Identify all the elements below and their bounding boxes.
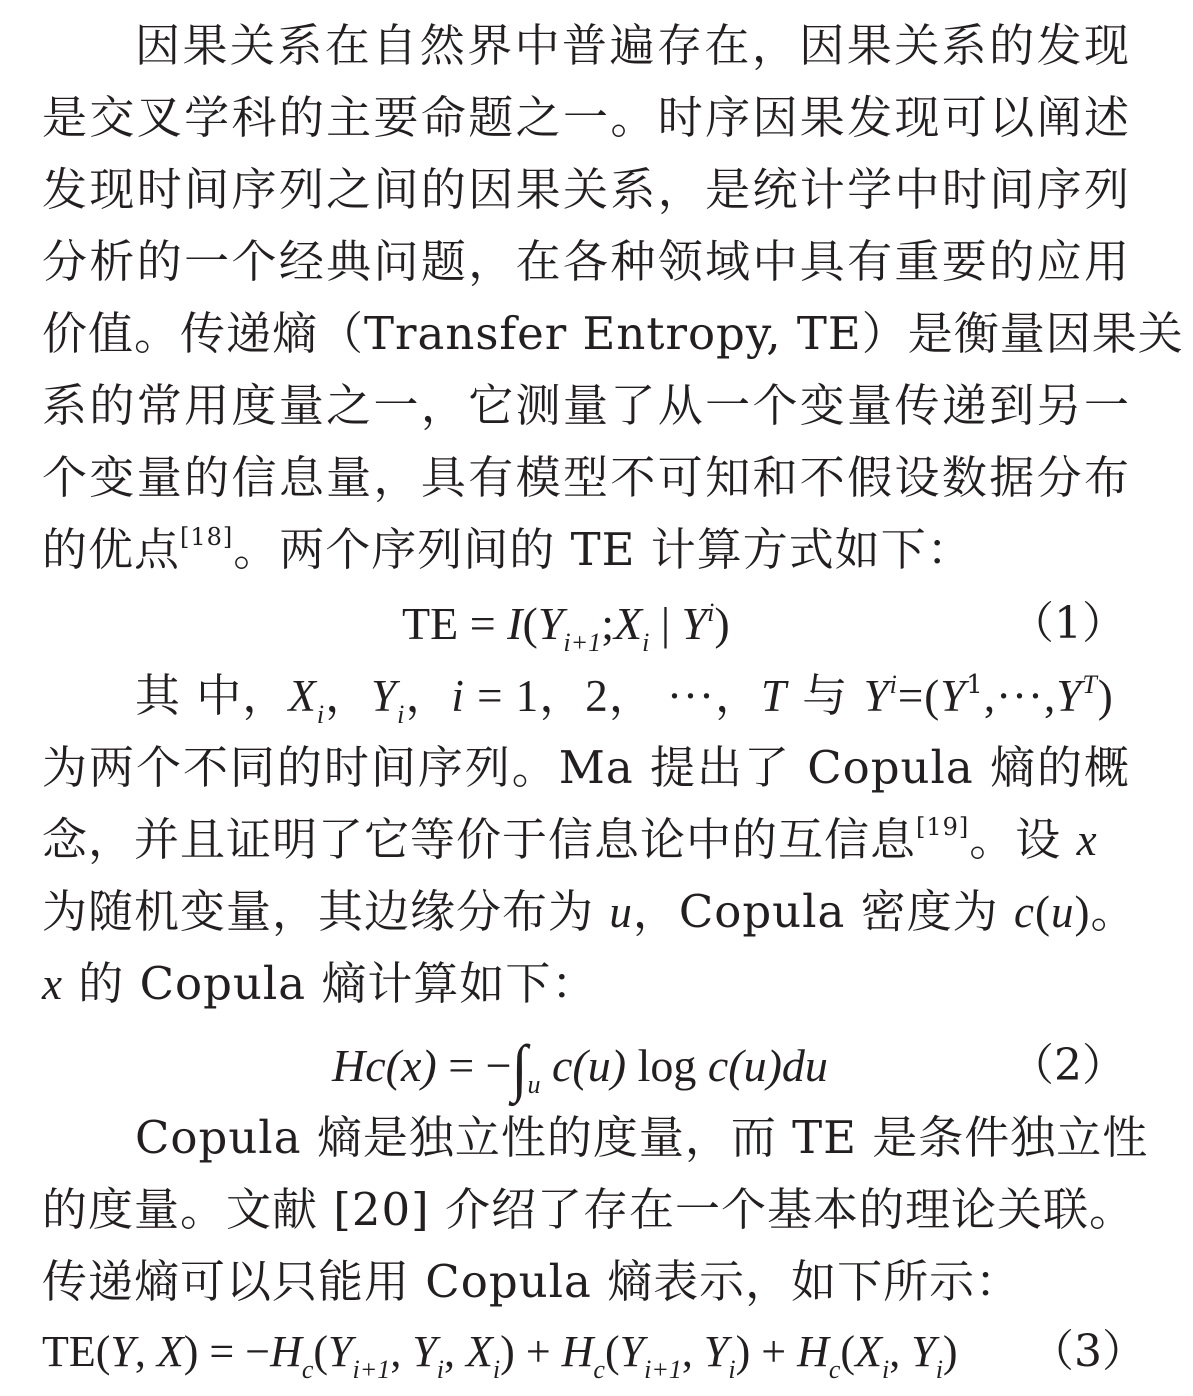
eq-text: ; xyxy=(601,598,614,649)
eq-text: (u) xyxy=(572,1040,627,1091)
eq-symbol: c xyxy=(365,1040,386,1091)
eq-subscript: i xyxy=(642,628,650,657)
eq-text: ) = − xyxy=(183,1327,271,1376)
eq-text: , xyxy=(134,1327,157,1376)
math-subscript: i xyxy=(316,700,326,729)
math-symbol: u xyxy=(609,887,633,937)
math-symbol: u xyxy=(1050,887,1075,937)
eq-text: + xyxy=(750,1327,798,1376)
eq-text: ( xyxy=(522,598,538,649)
eq-symbol: Y xyxy=(412,1327,437,1376)
line-text: ， xyxy=(405,669,452,722)
eq-symbol: X xyxy=(156,1327,184,1376)
eq-symbol: H xyxy=(332,1040,366,1091)
eq-symbol: X xyxy=(613,598,643,649)
eq-subscript: c xyxy=(593,1355,605,1384)
math-symbol: Y xyxy=(863,671,890,721)
math-symbol: i xyxy=(451,671,465,721)
eq-text: , xyxy=(444,1327,467,1376)
eq-symbol: Y xyxy=(681,598,708,649)
math-symbol: Y xyxy=(371,671,398,721)
eq-text: , xyxy=(390,1327,413,1376)
eq-symbol: c xyxy=(707,1040,729,1091)
eq-subscript: c xyxy=(828,1355,841,1384)
paragraph-1-line-3: 发现时间序列之间的因果关系，是统计学中时间序列 xyxy=(42,163,1130,216)
eq-text: ( xyxy=(840,1327,856,1376)
paragraph-3-line-2: 的度量。文献 [20] 介绍了存在一个基本的理论关联。 xyxy=(42,1183,1135,1236)
paragraph-2-line-1 xyxy=(135,668,1114,740)
line-text: ) xyxy=(1097,671,1114,721)
eq-subscript: i+1 xyxy=(644,1355,682,1384)
line-text: 的 Copula 熵计算如下： xyxy=(62,957,598,1010)
paragraph-1-line-2: 是交叉学科的主要命题之一。时序因果发现可以阐述 xyxy=(42,91,1130,144)
math-superscript: 1 xyxy=(966,670,984,700)
line-text: 的优点 xyxy=(42,523,181,576)
math-subscript: i xyxy=(397,700,406,729)
eq-text: ) xyxy=(735,1327,751,1376)
equation-3-number: （3） xyxy=(1030,1326,1146,1377)
paragraph-2-line-2: 为两个不同的时间序列。Ma 提出了 Copula 熵的概 xyxy=(42,741,1130,794)
math-symbol: x xyxy=(1076,815,1098,865)
math-superscript: T xyxy=(1082,670,1098,699)
eq-text: log xyxy=(626,1040,708,1091)
line-text: ,···, xyxy=(983,671,1057,721)
equation-2-number: （2） xyxy=(1010,1040,1126,1091)
eq-symbol: Y xyxy=(911,1327,936,1376)
paragraph-2-line-3 xyxy=(42,812,1098,884)
line-text: ) xyxy=(1074,887,1091,937)
eq-text: , xyxy=(681,1327,704,1376)
eq-text: , xyxy=(889,1327,912,1376)
eq-text: (x) xyxy=(385,1040,437,1091)
eq-symbol: Y xyxy=(537,598,564,649)
citation: [19] xyxy=(916,813,970,841)
math-symbol: X xyxy=(288,671,317,721)
line-text: 其 中， xyxy=(135,669,289,722)
eq-subscript: i+1 xyxy=(563,628,602,657)
eq-text: ) xyxy=(714,598,730,649)
paragraph-2-line-4 xyxy=(42,884,1136,956)
paragraph-3-line-1: Copula 熵是独立性的度量，而 TE 是条件独立性 xyxy=(135,1111,1149,1164)
eq-symbol: X xyxy=(855,1327,882,1376)
math-symbol: Y xyxy=(1056,671,1083,721)
eq-text: ( xyxy=(313,1327,329,1376)
eq-text: | xyxy=(660,598,671,649)
equation-2 xyxy=(332,1031,828,1110)
line-text: 。 xyxy=(1090,885,1137,938)
eq-text: TE( xyxy=(42,1327,111,1376)
eq-symbol: Y xyxy=(703,1327,729,1376)
line-text: 念，并且证明了它等价于信息论中的互信息 xyxy=(42,813,917,866)
eq-symbol: H xyxy=(270,1327,302,1376)
line-text: ， xyxy=(325,669,372,722)
paragraph-1-line-5: 价值。传递熵（Transfer Entropy, TE）是衡量因果关 xyxy=(42,307,1184,360)
eq-symbol: Y xyxy=(110,1327,135,1376)
line-text: =( xyxy=(897,671,941,721)
paragraph-3-line-3: 传递熵可以只能用 Copula 熵表示，如下所示： xyxy=(42,1255,1022,1308)
eq-text: TE xyxy=(402,598,459,649)
paragraph-1-line-7: 个变量的信息量，具有模型不可知和不假设数据分布 xyxy=(42,451,1130,504)
eq-text: (u) xyxy=(728,1040,782,1091)
equation-3 xyxy=(42,1324,958,1396)
eq-symbol: du xyxy=(781,1040,828,1091)
paragraph-1-line-6: 系的常用度量之一，它测量了从一个变量传递到另一 xyxy=(42,379,1130,432)
eq-symbol: H xyxy=(561,1327,594,1376)
eq-subscript: i xyxy=(935,1355,943,1384)
eq-subscript: i xyxy=(728,1355,736,1384)
eq-text: ) xyxy=(500,1327,515,1376)
eq-symbol: X xyxy=(466,1327,493,1376)
eq-text: = xyxy=(469,598,496,649)
line-text: 。设 xyxy=(969,813,1077,866)
eq-subscript: i xyxy=(436,1355,445,1384)
eq-superscript: i xyxy=(707,598,715,627)
math-symbol: Y xyxy=(940,671,967,721)
math-superscript: i xyxy=(889,670,898,699)
citation: [18] xyxy=(180,523,234,551)
eq-symbol: H xyxy=(797,1327,829,1376)
eq-symbol: Y xyxy=(328,1327,353,1376)
line-text: ( xyxy=(1034,887,1051,937)
eq-subscript: i xyxy=(881,1355,890,1384)
eq-symbol: c xyxy=(552,1040,573,1091)
paragraph-1-line-1: 因果关系在自然界中普遍存在，因果关系的发现 xyxy=(135,19,1130,72)
line-text: 为随机变量，其边缘分布为 xyxy=(42,885,610,938)
math-symbol: x xyxy=(42,959,63,1009)
eq-subscript: i xyxy=(492,1355,501,1384)
eq-text: ( xyxy=(604,1327,620,1376)
eq-text: + xyxy=(514,1327,562,1376)
integral-sign: ∫ xyxy=(511,1031,528,1104)
eq-text: = − xyxy=(436,1040,512,1091)
equation-1-number: （1） xyxy=(1010,598,1126,649)
line-text: 。两个序列间的 TE 计算方式如下： xyxy=(233,523,973,576)
line-text: 与 xyxy=(786,669,864,722)
eq-subscript: i+1 xyxy=(352,1355,391,1384)
paragraph-1-line-4: 分析的一个经典问题，在各种领域中具有重要的应用 xyxy=(42,235,1130,288)
paragraph-1-line-8 xyxy=(42,522,973,594)
paragraph-2-line-5 xyxy=(42,956,597,1028)
eq-text: ) xyxy=(942,1327,958,1376)
line-text: = 1，2， ···， xyxy=(464,671,761,721)
math-symbol: T xyxy=(760,671,787,721)
equation-1 xyxy=(402,596,730,668)
line-text: ，Copula 密度为 xyxy=(632,885,1014,938)
math-symbol: c xyxy=(1013,887,1035,937)
eq-subscript: c xyxy=(301,1355,314,1384)
eq-symbol: I xyxy=(507,598,523,649)
eq-subscript: u xyxy=(527,1070,541,1099)
eq-symbol: Y xyxy=(619,1327,645,1376)
